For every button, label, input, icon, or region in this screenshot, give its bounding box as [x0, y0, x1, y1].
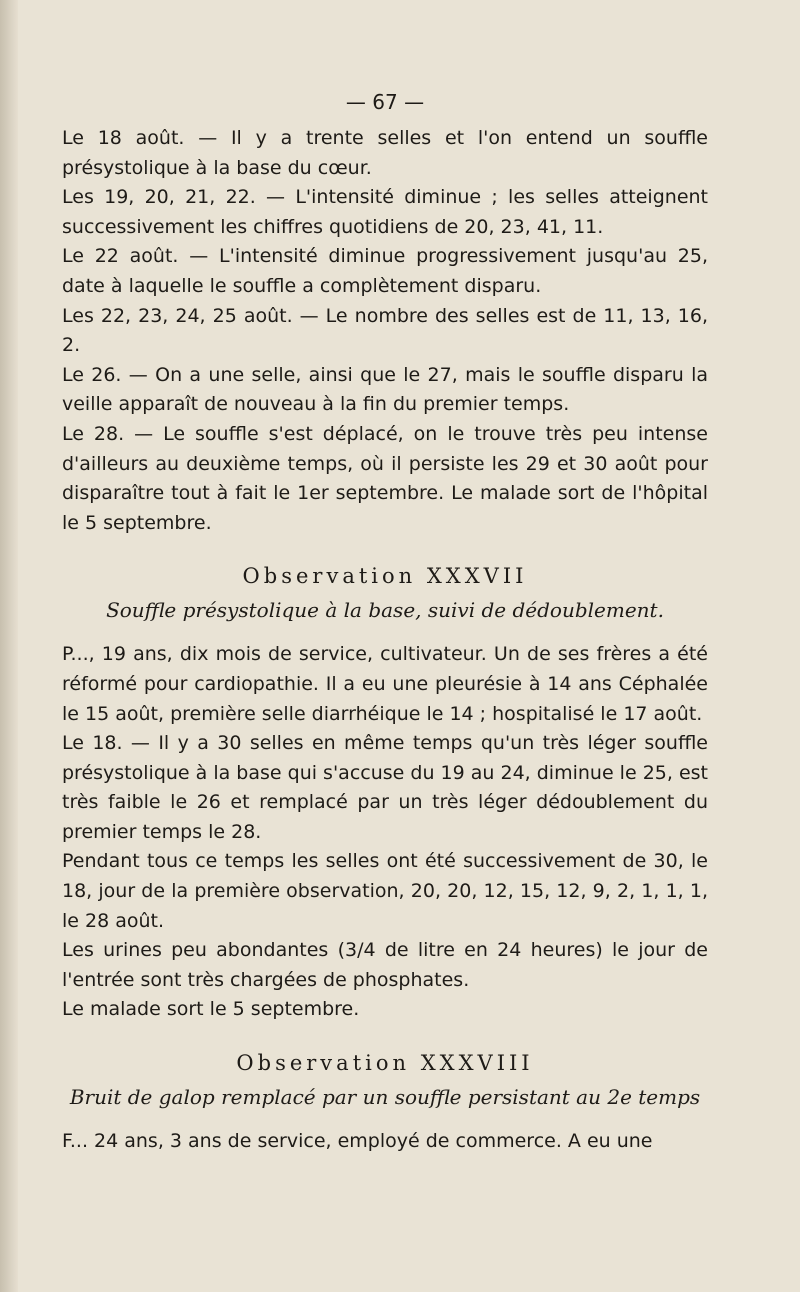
paragraph: P..., 19 ans, dix mois de service, cultivateur. Un de ses frères a été réformé pour cardiopathie. Il a eu une pleurésie à 14 ans Céphalée le 15 août, première selle diarrhéique le 14 ; hospitalisé le 17 août. — [62, 643, 708, 725]
paragraph: Le 18. — Il y a 30 selles en même temps qu'un très léger souffle présystolique à la base qui s'accuse du 19 au 24, diminue le 25, est très faible le 26 et remplacé par un très léger dédoublement du premier temps le 28. — [62, 732, 708, 843]
paragraph: Pendant tous ce temps les selles ont été successivement de 30, le 18, jour de la première observation, 20, 20, 12, 15, 12, 9, 2, 1, 1, 1, le 28 août. — [62, 850, 708, 932]
paragraph: Le malade sort le 5 septembre. — [62, 998, 360, 1021]
page-edge — [0, 0, 18, 1292]
paragraph: Le 28. — Le souffle s'est déplacé, on le trouve très peu intense d'ailleurs au deuxième temps, où il persiste les 29 et 30 août pour disparaître tout à fait le 1er septembre. Le malade sort de l'hôpital le 5 septembre. — [62, 422, 708, 534]
paragraph: Les 22, 23, 24, 25 août. — Le nombre des selles est de 11, 13, 16, 2. — [62, 304, 708, 357]
paragraph: Le 26. — On a une selle, ainsi que le 27, mais le souffle disparu la veille apparaît de nouveau à la fin du premier temps. — [62, 363, 708, 416]
paragraph: Les urines peu abondantes (3/4 de litre en 24 heures) le jour de l'entrée sont très chargées de phosphates. — [62, 939, 708, 991]
paragraph: Le 22 août. — L'intensité diminue progressivement jusqu'au 25, date à laquelle le souffle a complètement disparu. — [62, 245, 708, 297]
paragraph: Le 18 août. — Il y a trente selles et l'on entend un souffle présystolique à la base du cœur. — [62, 127, 708, 179]
observation-heading: Observation XXXVIII — [236, 1051, 534, 1076]
book-page — [62, 90, 708, 1157]
paragraph: Les 19, 20, 21, 22. — L'intensité diminue ; les selles atteignent successivement les chiffres quotidiens de 20, 23, 41, 11. — [62, 186, 708, 238]
observation-subtitle: Souffle présystolique à la base, suivi de dédoublement. — [106, 598, 664, 623]
paragraph: F... 24 ans, 3 ans de service, employé de commerce. A eu une — [62, 1130, 653, 1153]
observation-heading: Observation XXXVII — [242, 564, 528, 589]
observation-subtitle: Bruit de galop remplacé par un souffle persistant au 2e temps — [69, 1085, 701, 1110]
page-number: — 67 — — [345, 90, 425, 114]
